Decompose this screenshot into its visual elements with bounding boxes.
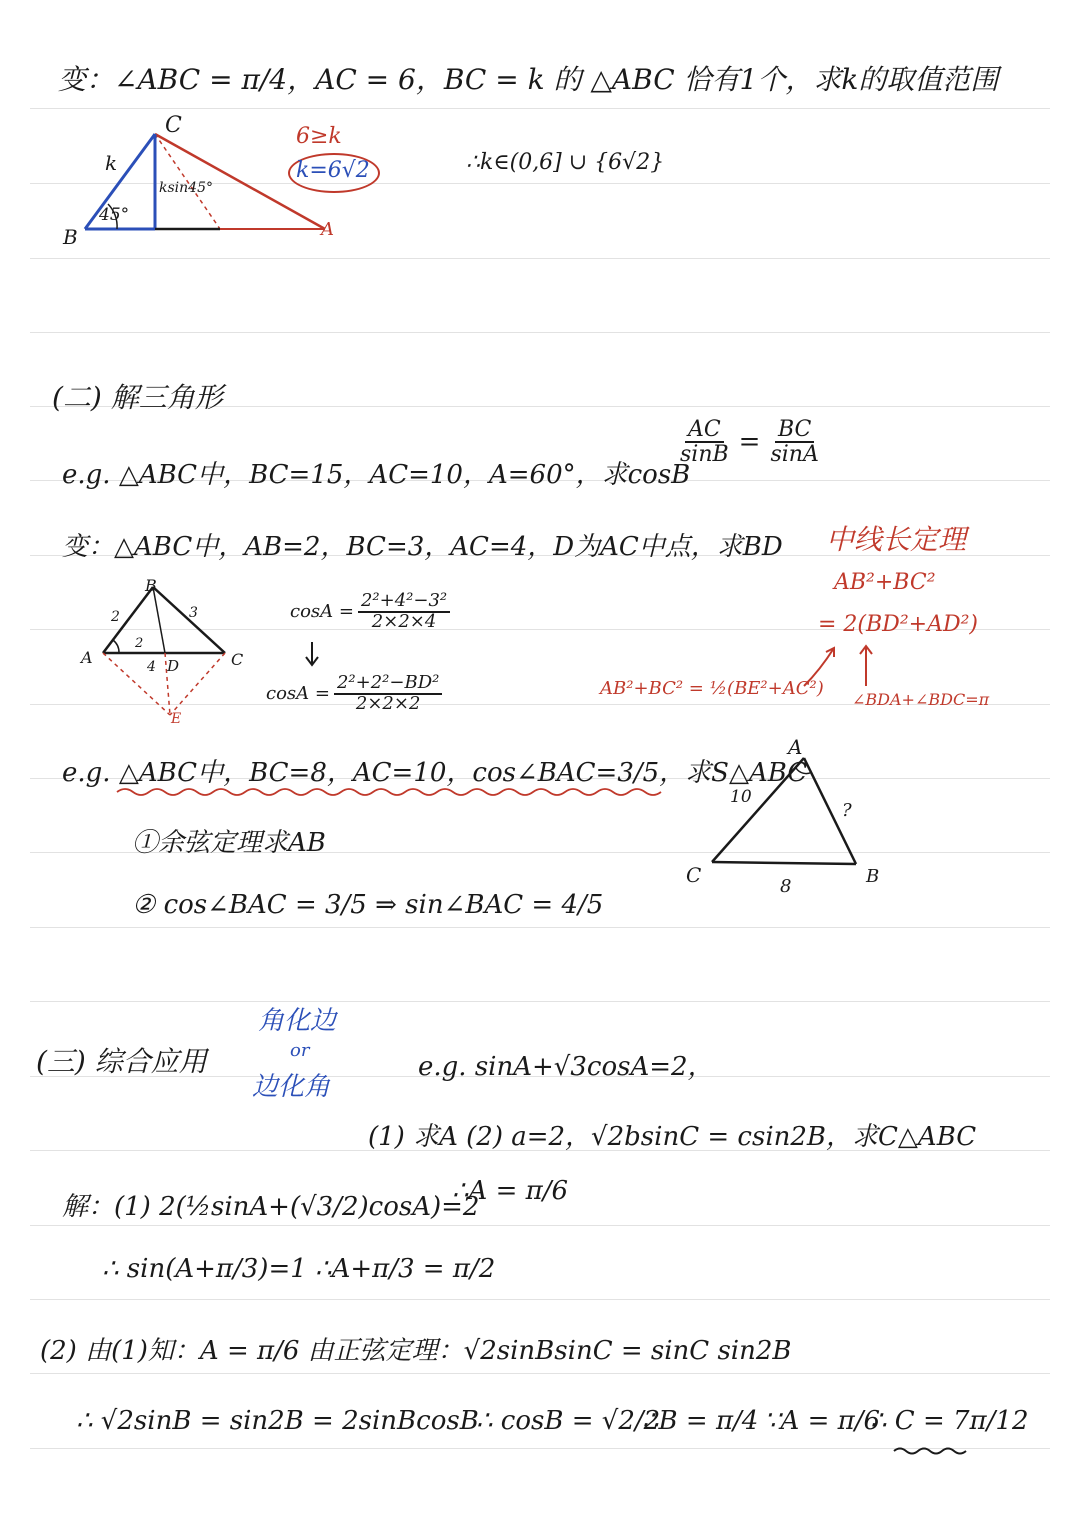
solution2-A: ∵A = π/6: [764, 1406, 881, 1436]
fig2-ac-length: 4: [147, 659, 156, 675]
ruled-line: [30, 1225, 1050, 1226]
solution2-line2: ∴ √2sinB = sin2B = 2sinBcosB: [76, 1406, 479, 1436]
solution2-line1: (2) 由(1)知：A = π/6 由正弦定理：√2sinBsinC = sinC sin2B: [40, 1336, 792, 1366]
vertex-b-label: B: [63, 225, 78, 249]
fig3-ab-length: ?: [842, 800, 852, 821]
red-note-k-value: k=6√2: [296, 158, 370, 183]
triangle-figure-3: [680, 730, 900, 900]
solution1-result: ∴A = π/6: [452, 1176, 569, 1206]
sine-law-right-num: BC: [775, 418, 814, 443]
solution2-C: ∴ C = 7π/12: [870, 1406, 1029, 1436]
red-note-6-ge-k: 6≥k: [296, 124, 342, 149]
ruled-line: [30, 1001, 1050, 1002]
step2: ② cos∠BAC = 3/5 ⇒ sin∠BAC = 4/5: [132, 890, 604, 920]
cos2-num: 2²+2²−BD²: [334, 674, 442, 695]
example3-questions: (1) 求A (2) a=2，√2bsinC = csin2B，求C△ABC: [368, 1122, 977, 1152]
wavy-underline: [115, 784, 675, 800]
variant1-answer: ∴k∈(0,6] ∪ {6√2}: [466, 150, 665, 175]
ruled-line: [30, 1373, 1050, 1374]
example2: e.g. △ABC中，BC=8，AC=10，cos∠BAC=3/5，求S△ABC: [62, 758, 808, 788]
blue-note-side-to-angle: 边化角: [252, 1072, 331, 1102]
variant2-question: 变：△ABC中，AB=2，BC=3，AC=4，D为AC中点，求BD: [62, 532, 783, 562]
cos1-label: cosA =: [290, 601, 354, 623]
ruled-line: [30, 927, 1050, 928]
height-label: ksin45°: [159, 180, 213, 196]
section2-title: (二) 解三角形: [52, 381, 223, 414]
section3-title: (三) 综合应用: [36, 1045, 207, 1078]
solution1-line1: 解：(1) 2(½sinA+(√3/2)cosA)=2: [62, 1192, 480, 1222]
fig2-bc-length: 3: [189, 605, 198, 621]
fig2-e-label: E: [171, 711, 182, 725]
median-angle-note: ∠BDA+∠BDC=π: [852, 690, 990, 709]
fig2-c-label: C: [231, 650, 244, 669]
sine-law-left-den: sinB: [680, 442, 729, 468]
ruled-line: [30, 108, 1050, 109]
fig2-a-label: A: [81, 648, 93, 667]
fig3-ca-length: 10: [730, 787, 752, 807]
example1: e.g. △ABC中，BC=15，AC=10，A=60°，求cosB: [62, 460, 691, 490]
median-line1: AB²+BC²: [834, 570, 936, 595]
solution1-line2: ∴ sin(A+π/3)=1 ∴A+π/3 = π/2: [102, 1254, 496, 1284]
fig2-ab-length: 2: [111, 609, 120, 625]
fig2-d-label: D: [167, 657, 180, 675]
cos1-den: 2×2×4: [371, 610, 437, 632]
sine-law-left-num: AC: [685, 418, 724, 443]
side-k-label: k: [105, 151, 118, 175]
ruled-line: [30, 1299, 1050, 1300]
fig2-ad-length: 2: [135, 636, 144, 651]
cos2-label: cosA =: [266, 683, 330, 705]
down-arrow: [302, 640, 322, 670]
fig3-b-label: B: [866, 866, 880, 887]
ruled-line: [30, 258, 1050, 259]
variant1-question: 变：∠ABC = π/4，AC = 6，BC = k 的 △ABC 恰有1个，求k的取值范围: [58, 63, 999, 96]
sine-law-right-den: sinA: [770, 442, 819, 468]
median-theorem-title: 中线长定理: [826, 523, 967, 556]
step1: ①余弦定理求AB: [132, 828, 326, 858]
fig2-b-label: B: [145, 576, 157, 595]
fig3-cb-length: 8: [780, 876, 792, 897]
fig3-a-label: A: [788, 735, 803, 759]
triangle-figure-2: [75, 575, 255, 725]
median-line3: AB²+BC² = ½(BE²+AC²): [600, 678, 824, 699]
vertex-c-label: C: [165, 113, 182, 138]
cos1-num: 2²+4²−3²: [358, 592, 450, 613]
median-line2: = 2(BD²+AD²): [818, 612, 978, 637]
example3: e.g. sinA+√3cosA=2，: [418, 1052, 714, 1082]
answer-underline: [892, 1444, 972, 1458]
fig3-c-label: C: [686, 863, 702, 887]
cos-formula-2: [266, 674, 446, 714]
vertex-a-label: A: [321, 219, 334, 240]
angle-45-label: 45°: [99, 205, 130, 225]
solution2-B: ∴B = π/4: [642, 1406, 759, 1436]
solution2-cosB: ∴ cosB = √2/2: [476, 1406, 661, 1436]
blue-note-angle-to-side: 角化边: [258, 1006, 337, 1036]
ruled-line: [30, 332, 1050, 333]
sine-law: $\frac{AC}{\sin B}$ = $\frac{BC}{\sin A}$: [680, 417, 819, 468]
blue-note-or: or: [290, 1040, 310, 1061]
cos-formula-1: [290, 592, 454, 632]
cos2-den: 2×2×2: [355, 692, 421, 714]
